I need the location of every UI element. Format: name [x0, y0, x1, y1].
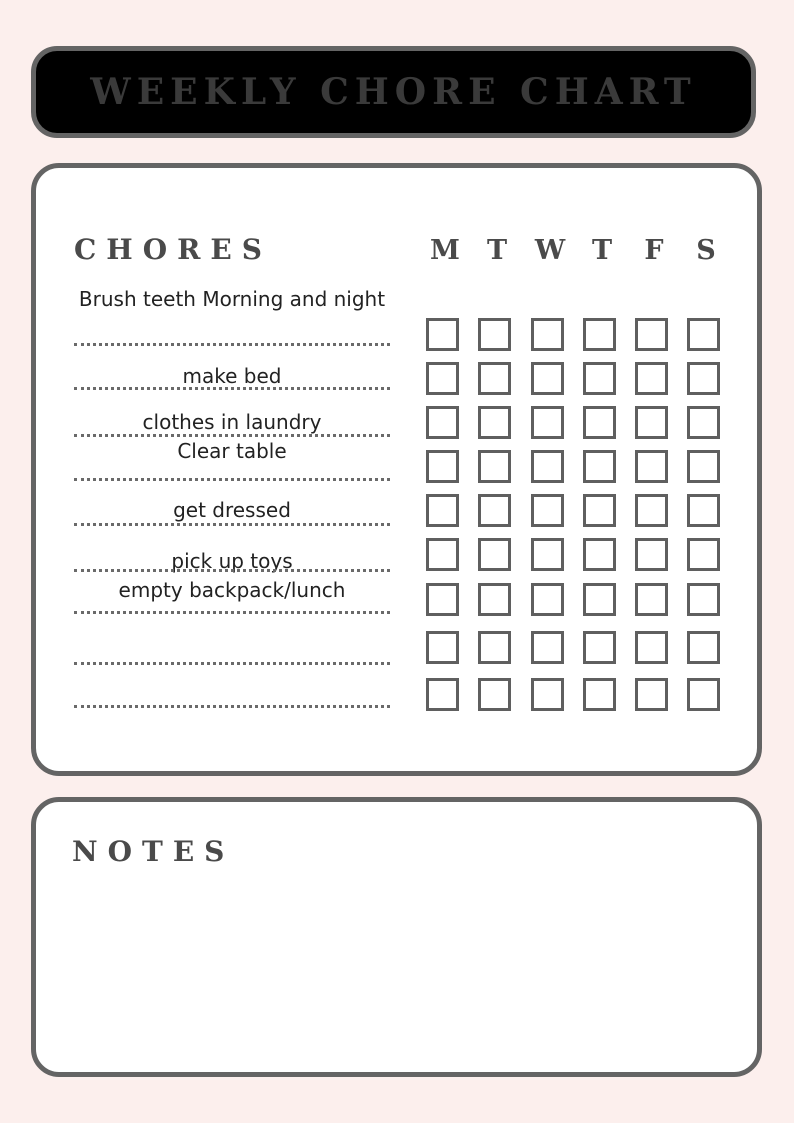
chore-label: empty backpack/lunch [118, 578, 346, 602]
checkbox-fri[interactable] [635, 631, 668, 664]
checkbox-fri[interactable] [635, 494, 668, 527]
checkbox-wed[interactable] [531, 450, 564, 483]
checkbox-mon[interactable] [426, 538, 459, 571]
chore-line [74, 611, 390, 614]
day-header-tue: T [486, 235, 508, 266]
checkbox-mon[interactable] [426, 450, 459, 483]
notes-heading: NOTES [72, 835, 235, 868]
checkbox-thu[interactable] [583, 538, 616, 571]
checkbox-tue[interactable] [478, 362, 511, 395]
checkbox-sat[interactable] [687, 678, 720, 711]
checkbox-tue[interactable] [478, 631, 511, 664]
chore-line [74, 569, 390, 572]
checkbox-mon[interactable] [426, 631, 459, 664]
checkbox-thu[interactable] [583, 450, 616, 483]
checkbox-wed[interactable] [531, 362, 564, 395]
chore-line [74, 705, 390, 708]
checkbox-wed[interactable] [531, 538, 564, 571]
checkbox-sat[interactable] [687, 583, 720, 616]
checkbox-mon[interactable] [426, 318, 459, 351]
day-header-thu: T [591, 235, 613, 266]
checkbox-fri[interactable] [635, 450, 668, 483]
chore-line [74, 662, 390, 665]
checkbox-tue[interactable] [478, 678, 511, 711]
checkbox-thu[interactable] [583, 583, 616, 616]
checkbox-thu[interactable] [583, 494, 616, 527]
chore-label: clothes in laundry [142, 410, 322, 434]
day-header-sat: S [696, 235, 716, 266]
page-title: WEEKLY CHORE CHART [90, 71, 697, 113]
checkbox-fri[interactable] [635, 362, 668, 395]
checkbox-sat[interactable] [687, 318, 720, 351]
checkbox-sat[interactable] [687, 450, 720, 483]
checkbox-fri[interactable] [635, 678, 668, 711]
notes-panel[interactable] [31, 797, 762, 1077]
checkbox-thu[interactable] [583, 362, 616, 395]
checkbox-thu[interactable] [583, 631, 616, 664]
checkbox-sat[interactable] [687, 494, 720, 527]
checkbox-mon[interactable] [426, 494, 459, 527]
checkbox-wed[interactable] [531, 406, 564, 439]
chores-panel [31, 163, 762, 776]
chore-line [74, 478, 390, 481]
day-header-fri: F [644, 235, 664, 266]
checkbox-sat[interactable] [687, 631, 720, 664]
checkbox-wed[interactable] [531, 318, 564, 351]
chore-label: pick up toys [171, 549, 293, 573]
checkbox-mon[interactable] [426, 406, 459, 439]
checkbox-thu[interactable] [583, 406, 616, 439]
checkbox-sat[interactable] [687, 362, 720, 395]
checkbox-mon[interactable] [426, 362, 459, 395]
checkbox-wed[interactable] [531, 494, 564, 527]
checkbox-fri[interactable] [635, 318, 668, 351]
checkbox-thu[interactable] [583, 678, 616, 711]
checkbox-wed[interactable] [531, 631, 564, 664]
chore-line [74, 387, 390, 390]
chore-label: Clear table [177, 439, 287, 463]
chore-line [74, 343, 390, 346]
checkbox-tue[interactable] [478, 494, 511, 527]
checkbox-thu[interactable] [583, 318, 616, 351]
checkbox-wed[interactable] [531, 678, 564, 711]
chore-label: get dressed [173, 498, 291, 522]
day-header-wed: W [534, 235, 566, 266]
checkbox-wed[interactable] [531, 583, 564, 616]
chores-heading: CHORES [74, 233, 272, 266]
checkbox-sat[interactable] [687, 538, 720, 571]
day-header-mon: M [430, 235, 460, 266]
checkbox-mon[interactable] [426, 583, 459, 616]
checkbox-mon[interactable] [426, 678, 459, 711]
checkbox-tue[interactable] [478, 583, 511, 616]
checkbox-tue[interactable] [478, 318, 511, 351]
checkbox-tue[interactable] [478, 450, 511, 483]
checkbox-fri[interactable] [635, 538, 668, 571]
checkbox-sat[interactable] [687, 406, 720, 439]
checkbox-fri[interactable] [635, 583, 668, 616]
checkbox-tue[interactable] [478, 538, 511, 571]
chore-label: make bed [182, 364, 282, 388]
checkbox-tue[interactable] [478, 406, 511, 439]
checkbox-fri[interactable] [635, 406, 668, 439]
chore-line [74, 523, 390, 526]
chore-label: Brush teeth Morning and night [78, 287, 386, 311]
title-bar [31, 46, 756, 138]
